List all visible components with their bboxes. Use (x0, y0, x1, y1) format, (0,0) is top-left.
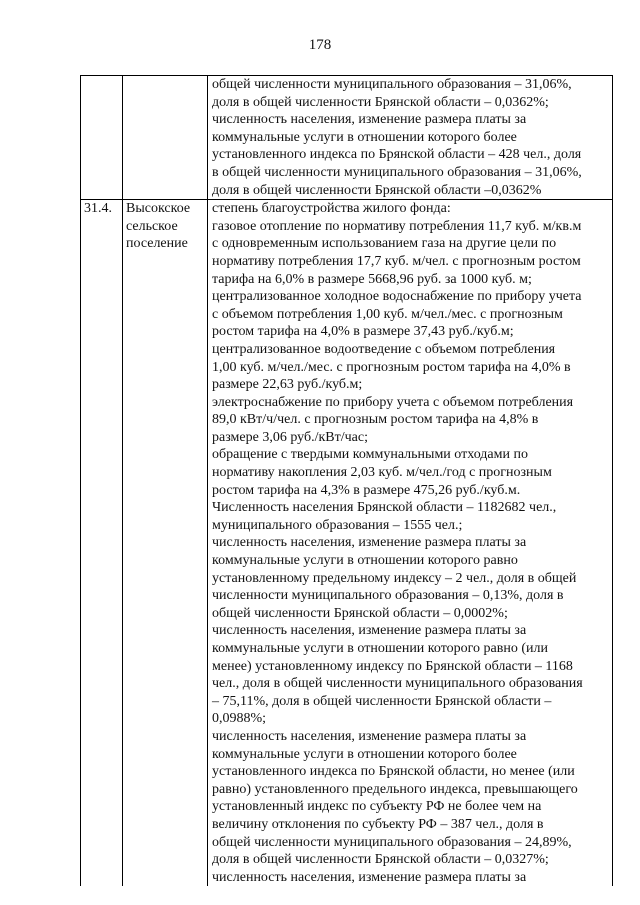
text-line: в общей численности муниципального образования – 31,06%, (212, 164, 582, 180)
row-number-cell (81, 76, 123, 200)
text-line: коммунальные услуги в отношении которого равно (или (212, 641, 548, 656)
text-line: газовое отопление по нормативу потребления 11,7 куб. м/кв.м (212, 218, 582, 234)
text-line: Численность населения Брянской области – 1182682 чел., (212, 500, 557, 516)
page-number: 178 (308, 37, 332, 53)
text-line: доля в общей численности Брянской области – 0,0362%; (212, 94, 549, 110)
text-line: менее) установленному индексу по Брянской области – 1168 (212, 658, 573, 674)
text-line: численность населения, изменение размера платы за (212, 623, 527, 639)
text-line: нормативу накопления 2,03 куб. м/чел./год с прогнозным (212, 465, 552, 481)
row-text-cell (208, 200, 613, 887)
table-row (81, 76, 613, 200)
text-line: размере 22,63 руб./куб.м; (212, 377, 363, 393)
text-line: 89,0 кВт/ч/чел. с прогнозным ростом тарифа на 4,8% в (212, 412, 539, 428)
settlement-name-line: Высокское (126, 201, 191, 217)
text-line: численности муниципального образования – 0,13%, доля в (212, 588, 564, 604)
row-number: 31.4. (84, 201, 112, 217)
text-line: величину отклонения по субъекту РФ – 387 чел., доля в (212, 816, 544, 832)
text-line: чел., доля в общей численности муниципального образования (212, 676, 583, 692)
text-line: электроснабжение по прибору учета с объемом потребления (212, 394, 574, 410)
text-line: численность населения, изменение размера платы за (212, 112, 527, 128)
text-line: общей численности муниципального образования – 24,89%, (212, 834, 572, 850)
text-line: установленный индекс по субъекту РФ не более чем на (212, 799, 542, 815)
settlement-name-line: поселение (126, 236, 188, 252)
text-line: размере 3,06 руб./кВт/час; (212, 429, 368, 445)
text-line: муниципального образования – 1555 чел.; (212, 517, 463, 533)
document-table (80, 75, 613, 886)
settlement-name-line: сельское (126, 218, 178, 234)
text-line: централизованное водоотведение с объемом потребления (212, 341, 556, 357)
text-line: численность населения, изменение размера платы за (212, 535, 527, 551)
row-number-cell (81, 200, 123, 887)
row-name-cell (123, 76, 208, 200)
text-line: доля в общей численности Брянской области – 0,0327%; (212, 852, 549, 868)
text-line: централизованное холодное водоснабжение по прибору учета (212, 289, 582, 305)
text-line: с одновременным использованием газа на другие цели по (212, 236, 557, 252)
text-line: установленного индекса по Брянской области – 428 чел., доля (212, 147, 582, 163)
row-text-cell (208, 76, 613, 200)
text-line: обращение с твердыми коммунальными отходами по (212, 447, 528, 463)
text-line: численность населения, изменение размера платы за (212, 728, 527, 744)
text-line: установленному предельному индексу – 2 чел., доля в общей (212, 570, 577, 586)
text-line: общей численности муниципального образования – 31,06%, (212, 77, 572, 92)
table-row (81, 200, 613, 887)
text-line: равно) установленного предельного индекса, превышающего (212, 781, 578, 797)
text-line: доля в общей численности Брянской области –0,0362% (212, 182, 542, 198)
text-line: тарифа на 6,0% в размере 5668,96 руб. за 1000 куб. м; (212, 271, 532, 287)
text-line: общей численности Брянской области – 0,0002%; (212, 605, 508, 621)
text-line: степень благоустройства жилого фонда: (212, 201, 451, 217)
text-line: с объемом потребления 1,00 куб. м/чел./мес. с прогнозным (212, 306, 563, 322)
text-line: коммунальные услуги в отношении которого более (212, 746, 517, 762)
text-line: коммунальные услуги в отношении которого более (212, 129, 517, 145)
text-line: 1,00 куб. м/чел./мес. с прогнозным ростом тарифа на 4,0% в (212, 359, 571, 375)
text-line: 0,0988%; (212, 711, 267, 727)
text-line: ростом тарифа на 4,3% в размере 475,26 руб./куб.м. (212, 482, 521, 498)
text-line: установленного индекса по Брянской области, но менее (или (212, 764, 575, 780)
text-line: – 75,11%, доля в общей численности Брянской области – (212, 693, 552, 709)
text-line: численность населения, изменение размера платы за (212, 869, 527, 885)
text-line: коммунальные услуги в отношении которого равно (212, 553, 518, 569)
row-name-cell (123, 200, 208, 887)
text-line: нормативу потребления 17,7 куб. м/чел. с прогнозным ростом (212, 253, 581, 269)
text-line: ростом тарифа на 4,0% в размере 37,43 руб./куб.м; (212, 324, 514, 340)
